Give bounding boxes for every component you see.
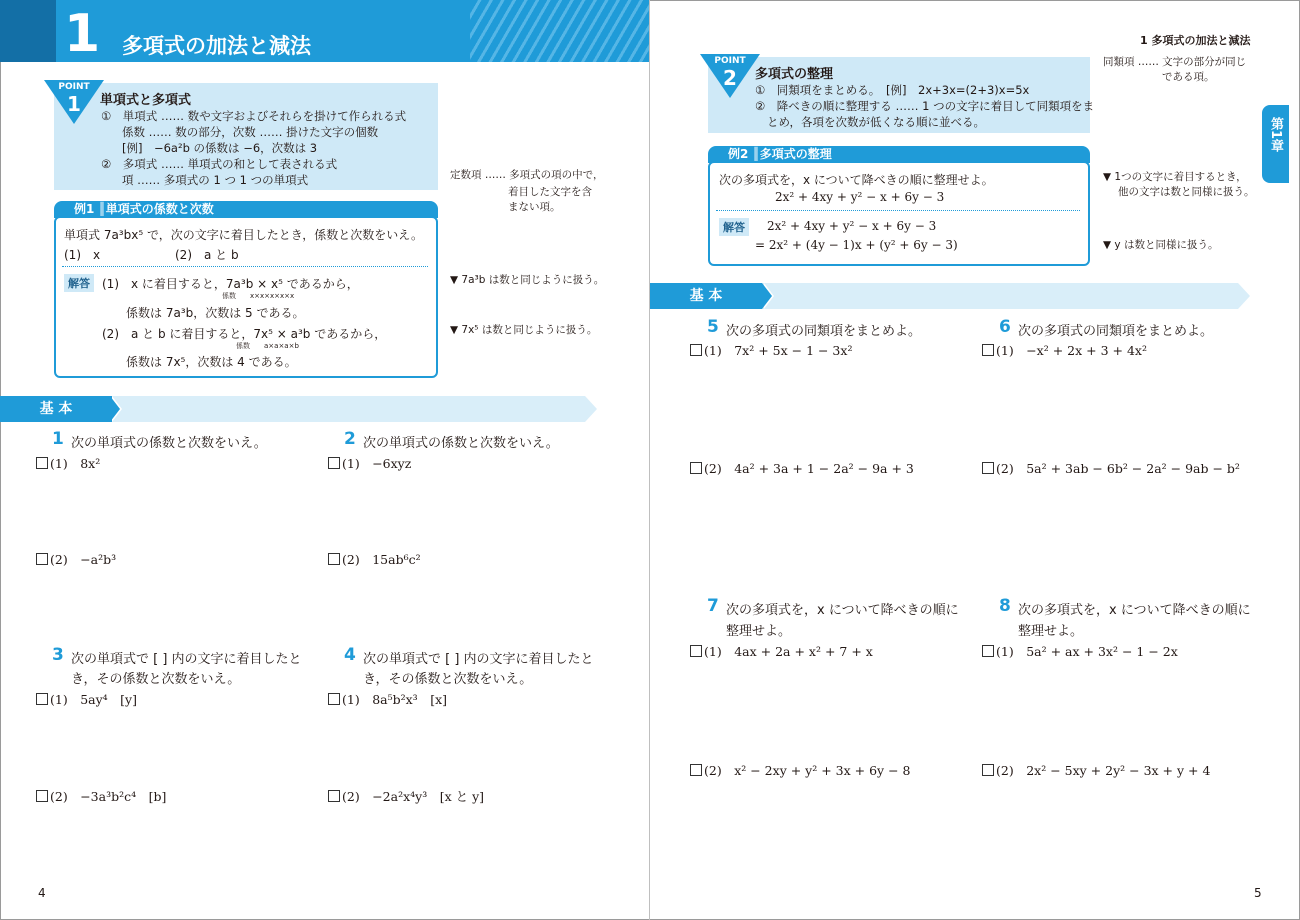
side-note-constant-term: 着目した文字を含 <box>508 186 592 198</box>
example1-answer-line: (1) x に着目すると，7a³b × x⁵ であるから， <box>102 277 359 291</box>
example1-answer-line: (2) a と b に着目すると，7x⁵ × a³b であるから， <box>102 327 387 341</box>
point2-number: 2 <box>723 66 737 90</box>
problem-item[interactable]: (2) 2x² − 5xy + 2y² − 3x + y + 4 <box>982 761 1210 779</box>
point2-line: とめ，各項を次数が低くなる順に並べる。 <box>767 115 986 129</box>
point1-label: POINT <box>58 82 90 92</box>
point1-title: 単項式と多項式 <box>100 93 192 108</box>
checkbox[interactable] <box>982 645 994 657</box>
example1-divider <box>62 266 428 267</box>
checkbox[interactable] <box>328 457 340 469</box>
problem-item[interactable]: (1) 5ay⁴ [y] <box>36 690 137 708</box>
example2-tab: 例2 ║多項式の整理 <box>708 146 1090 163</box>
side-note-treat-as-number: ▼ 7a³b は数と同じように扱う。 <box>450 274 605 286</box>
side-note-constant-term: 定数項 …… 多項式の項の中で， <box>450 169 604 181</box>
example1-part: (2) a と b <box>175 248 239 262</box>
point1-number: 1 <box>67 92 81 116</box>
problem-item[interactable]: (2) 4a² + 3a + 1 − 2a² − 9a + 3 <box>690 459 914 477</box>
kihon-band-arrow <box>1238 283 1250 309</box>
side-note-like-terms: である項。 <box>1162 71 1215 83</box>
checkbox[interactable] <box>690 462 702 474</box>
page-number-right: 5 <box>1254 886 1262 900</box>
page-number-left: 4 <box>38 886 46 900</box>
problem-item[interactable]: (2) −3a³b²c⁴ [b] <box>36 787 166 805</box>
kihon-band-arrow <box>585 396 597 422</box>
problem-question-cont: き，その係数と次数をいえ。 <box>71 672 241 687</box>
example2-answer-label: 解答 <box>719 218 749 236</box>
example1-answer-annotation: 係数 a×a×a×b <box>236 342 299 350</box>
kihon-label-arrow <box>110 396 120 422</box>
problem-item[interactable]: (2) −a²b³ <box>36 550 116 568</box>
problem-item[interactable]: (1) −x² + 2x + 3 + 4x² <box>982 341 1147 359</box>
problem-question: 次の単項式の係数と次数をいえ。 <box>363 436 559 451</box>
running-head: 1 多項式の加法と減法 <box>1140 34 1251 47</box>
problem-item[interactable]: (2) x² − 2xy + y² + 3x + 6y − 8 <box>690 761 910 779</box>
problem-item[interactable]: (1) 5a² + ax + 3x² − 1 − 2x <box>982 642 1178 660</box>
problem-number: 7 <box>707 596 719 616</box>
problem-question: 次の多項式の同類項をまとめよ。 <box>1018 324 1214 339</box>
problem-question: 次の多項式を，x について降べきの順に <box>726 603 959 618</box>
problem-item[interactable]: (1) −6xyz <box>328 454 411 472</box>
checkbox[interactable] <box>690 764 702 776</box>
side-note-other-letters: 他の文字は数と同様に扱う。 <box>1118 186 1255 198</box>
chapter-number: 1 <box>64 4 101 64</box>
checkbox[interactable] <box>328 553 340 565</box>
example1-tab: 例1 ║単項式の係数と次数 <box>54 201 438 218</box>
problem-question: 次の多項式を，x について降べきの順に <box>1018 603 1251 618</box>
chapter-header-stripes <box>470 0 649 62</box>
problem-question: 次の単項式で [ ] 内の文字に着目したと <box>71 652 302 667</box>
side-note-constant-term: まない項。 <box>508 201 561 213</box>
problem-number: 8 <box>999 596 1011 616</box>
example2-divider <box>716 210 1080 211</box>
example2-question: 次の多項式を，x について降べきの順に整理せよ。 <box>719 173 994 187</box>
checkbox[interactable] <box>690 645 702 657</box>
problem-number: 3 <box>52 645 64 665</box>
problem-item[interactable]: (2) −2a²x⁴y³ [x と y] <box>328 787 484 805</box>
problem-question: 次の単項式で [ ] 内の文字に着目したと <box>363 652 594 667</box>
example1-answer-line: 係数は 7x⁵，次数は 4 である。 <box>126 355 297 369</box>
problem-item[interactable]: (2) 5a² + 3ab − 6b² − 2a² − 9ab − b² <box>982 459 1240 477</box>
problem-question-cont: 整理せよ。 <box>1018 624 1084 639</box>
example1-answer-annotation: 係数 x×x×x×x×x <box>222 292 295 300</box>
problem-number: 5 <box>707 317 719 337</box>
chapter-tab[interactable]: 第1章 <box>1262 105 1289 183</box>
example1-question: 単項式 7a³bx⁵ で，次の文字に着目したとき，係数と次数をいえ。 <box>64 228 423 242</box>
problem-item[interactable]: (1) 7x² + 5x − 1 − 3x² <box>690 341 852 359</box>
checkbox[interactable] <box>982 462 994 474</box>
checkbox[interactable] <box>36 553 48 565</box>
point2-line: ② 降べきの順に整理する …… 1 つの文字に着目して同類項をま <box>755 99 1095 113</box>
problem-number: 4 <box>344 645 356 665</box>
side-note-other-letters: ▼ 1つの文字に着目するとき， <box>1103 171 1247 183</box>
example1-answer-line: 係数は 7a³b，次数は 5 である。 <box>126 306 305 320</box>
problem-item[interactable]: (2) 15ab⁶c² <box>328 550 421 568</box>
example2-answer-line: = 2x² + (4y − 1)x + (y² + 6y − 3) <box>755 238 958 252</box>
checkbox[interactable] <box>982 344 994 356</box>
problem-number: 1 <box>52 429 64 449</box>
checkbox[interactable] <box>982 764 994 776</box>
gutter <box>649 0 650 920</box>
chapter-title: 多項式の加法と減法 <box>122 34 311 58</box>
point2-title: 多項式の整理 <box>755 67 834 82</box>
problem-question-cont: 整理せよ。 <box>726 624 792 639</box>
problem-number: 6 <box>999 317 1011 337</box>
kihon-label-arrow <box>762 283 772 309</box>
point2-label: POINT <box>714 56 746 66</box>
point1-line: ② 多項式 …… 単項式の和として表される式 <box>101 157 338 171</box>
example2-expression: 2x² + 4xy + y² − x + 6y − 3 <box>775 190 945 204</box>
side-note-treat-as-number: ▼ 7x⁵ は数と同じように扱う。 <box>450 324 598 336</box>
problem-item[interactable]: (1) 4ax + 2a + x² + 7 + x <box>690 642 873 660</box>
problem-item[interactable]: (1) 8x² <box>36 454 100 472</box>
problem-number: 2 <box>344 429 356 449</box>
side-note-y-as-number: ▼ y は数と同様に扱う。 <box>1103 239 1219 251</box>
checkbox[interactable] <box>328 693 340 705</box>
chapter-header-dark-block <box>0 0 56 62</box>
point1-line: [例] −6a²b の係数は −6，次数は 3 <box>122 141 318 155</box>
checkbox[interactable] <box>36 457 48 469</box>
point1-line: 項 …… 多項式の 1 つ 1 つの単項式 <box>122 173 309 187</box>
checkbox[interactable] <box>328 790 340 802</box>
point1-line: 係数 …… 数の部分，次数 …… 掛けた文字の個数 <box>122 125 379 139</box>
problem-question-cont: き，その係数と次数をいえ。 <box>363 672 533 687</box>
point1-line: ① 単項式 …… 数や文字およびそれらを掛けて作られる式 <box>101 109 407 123</box>
kihon-label: 基 本 <box>0 396 112 422</box>
checkbox[interactable] <box>36 790 48 802</box>
example1-answer-label: 解答 <box>64 274 94 292</box>
problem-item[interactable]: (1) 8a⁵b²x³ [x] <box>328 690 447 708</box>
example2-answer-line: 2x² + 4xy + y² − x + 6y − 3 <box>767 219 937 233</box>
point2-line: ① 同類項をまとめる。 [例] 2x+3x=(2+3)x=5x <box>755 83 1030 97</box>
problem-question: 次の多項式の同類項をまとめよ。 <box>726 324 922 339</box>
kihon-label: 基 本 <box>650 283 762 309</box>
example1-part: (1) x <box>64 248 101 262</box>
checkbox[interactable] <box>36 693 48 705</box>
side-note-like-terms: 同類項 …… 文字の部分が同じ <box>1103 56 1247 68</box>
checkbox[interactable] <box>690 344 702 356</box>
problem-question: 次の単項式の係数と次数をいえ。 <box>71 436 267 451</box>
